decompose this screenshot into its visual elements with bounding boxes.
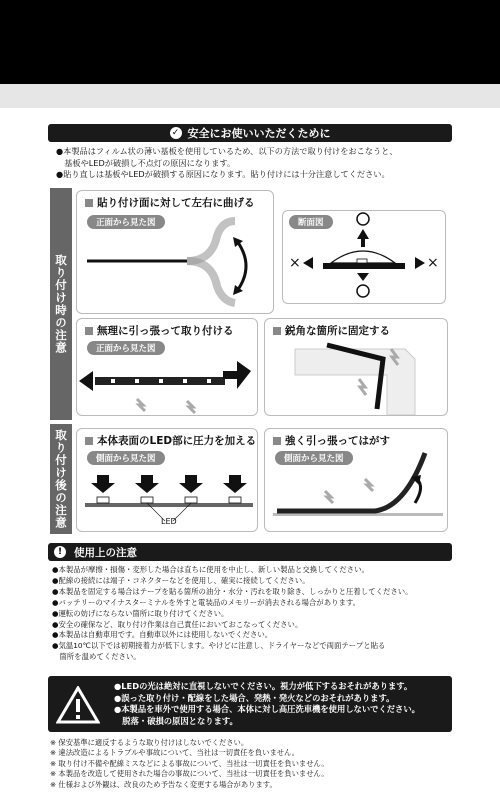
footnote: ※ 保安基準に適反するような取り付けはしないでください。 [50, 738, 249, 747]
info-icon: ! [54, 546, 66, 558]
panel-pull [76, 318, 258, 416]
usage-note: ●配線の接続には端子・コネクターなどを使用し、確実に接続してください。 [52, 575, 310, 585]
footnote: ※ 違法改造によるトラブルや事故について、当社は一切責任を負いません。 [50, 748, 300, 758]
warning-box [48, 676, 452, 732]
top-black-bar [0, 0, 500, 84]
usage-notes [52, 565, 450, 663]
panel-title: 強く引っ張ってはがす [285, 435, 390, 447]
safety-header-text: 安全にお使いいただくために [187, 127, 331, 140]
led-label: LED [161, 517, 177, 526]
usage-note: ●安全の確保など、取り付け作業は自己責任においておこなってください。 [52, 619, 303, 629]
view-label: 正面から見た図 [87, 341, 165, 355]
footnotes [50, 738, 329, 790]
panel-title: 鋭角な箇所に固定する [285, 325, 390, 337]
peel-illustration [265, 429, 447, 531]
cross-section-illustration [283, 211, 445, 303]
press-illustration [77, 429, 257, 531]
warning-line: ●本製品を車外で使用する場合、本体に対し高圧洗車機を使用しないでください。 [114, 704, 420, 714]
panel-title: 貼り付け面に対して左右に曲げる [97, 197, 255, 209]
panel-title: 無理に引っ張って取り付ける [97, 325, 234, 337]
usage-note: ●バッテリーのマイナスターミナルを外すと電装品のメモリーが消去される場合があります。 [52, 597, 361, 607]
view-label: 正面から見た図 [87, 215, 165, 229]
svg-text:×: × [427, 255, 439, 271]
warning-line: 脱落・破損の原因となります。 [114, 715, 238, 726]
section-label-install: 取り付け時の注意 [50, 188, 72, 420]
intro-note: ●貼り直しは基板やLEDが破損する原因になります。貼り付けには十分注意してください。 [56, 169, 390, 179]
usage-note: ●本製品は自動車用です。自動車以外には使用しないでください。 [52, 630, 273, 640]
svg-text:×: × [289, 255, 301, 271]
footnote: ※ 仕様および外観は、改良のため予告なく変更する場合があります。 [50, 779, 277, 789]
usage-header-text: 使用上の注意 [74, 546, 137, 559]
section-label-after: 取り付け後の注意 [50, 424, 72, 534]
panel-title: 本体表面のLED部に圧力を加える [97, 435, 257, 447]
safety-header [48, 124, 452, 142]
panel-bend [76, 190, 274, 314]
pull-illustration [77, 319, 257, 415]
check-icon: ✓ [170, 127, 182, 139]
usage-note: ●本製品を固定する場合はテープを貼る箇所の油分・水分・汚れを取り除き、しっかりと圧着してください。 [52, 586, 413, 596]
panel-sharp [264, 318, 448, 416]
warning-icon [56, 686, 100, 724]
intro-note: 基板やLEDが破損し不点灯の原因になります。 [56, 157, 236, 168]
footnote: ※ 本製品を改造して使用された場合の事故について、当社は一切責任を負いません。 [50, 769, 329, 779]
intro-note: ●本製品はフィルム状の薄い基板を使用しているため、以下の方法で取り付けをおこなうと、 [56, 146, 398, 156]
intro-notes [56, 146, 448, 181]
panel-press [76, 428, 258, 532]
warning-line: ●誤った取り付け・配線をした場合、発熱・発火などのおそれがあります。 [114, 692, 395, 703]
sharp-illustration [265, 319, 447, 415]
footnote: ※ 取り付け不備や配線ミスなどによる事故について、当社は一切責任を負いません。 [50, 758, 329, 768]
usage-note: ●運転の妨げにならない箇所に取り付けてください。 [52, 608, 229, 618]
warning-line: ●LEDの光は絶対に直視しないでください。視力が低下するおそれがあります。 [114, 681, 413, 691]
top-gray-bar [0, 84, 500, 108]
view-label: 側面から見た図 [275, 451, 353, 465]
usage-note: ●気温10℃以下では初期接着力が低下します。やけどに注意し、ドライヤーなどで両面テープと貼る [52, 641, 386, 651]
panel-peel [264, 428, 448, 532]
usage-note: ●本製品が摩擦・損傷・変形した場合は直ちに使用を中止し、新しい製品と交換してください。 [52, 565, 369, 574]
usage-header [48, 543, 452, 561]
usage-note: 箇所を温めてください。 [52, 652, 141, 662]
cross-label: 断面図 [289, 215, 333, 229]
view-label: 側面から見た図 [87, 451, 165, 465]
bend-illustration [77, 191, 273, 313]
panel-cross-section [282, 210, 446, 304]
